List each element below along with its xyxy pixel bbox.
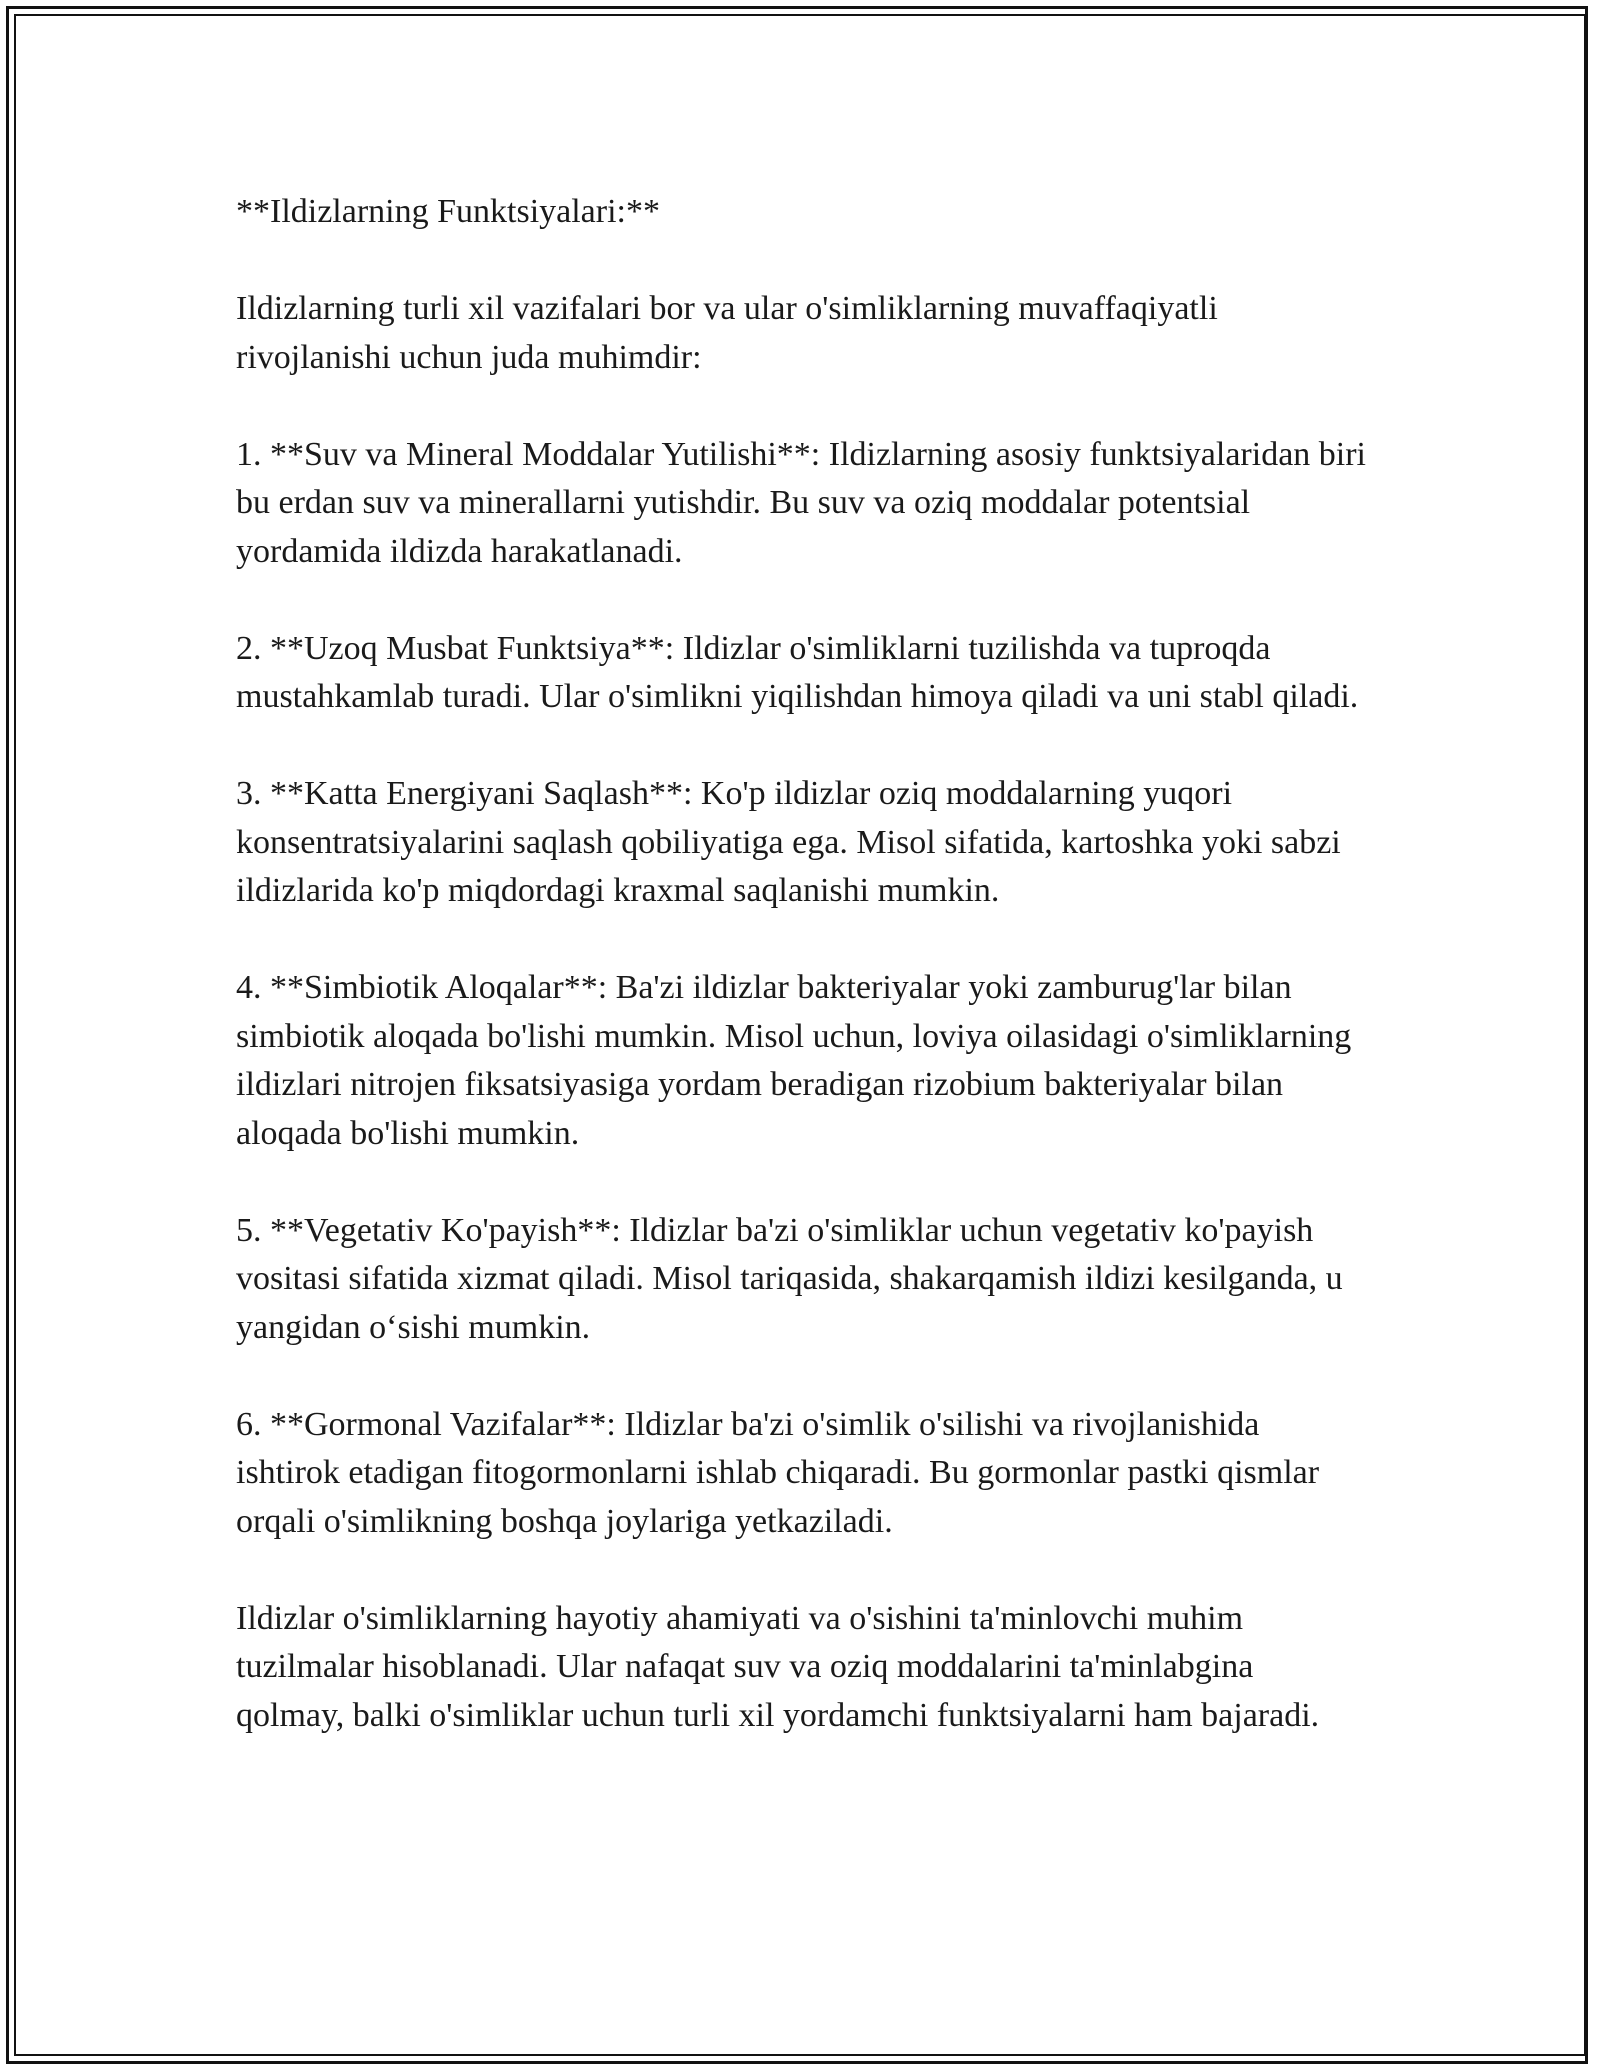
- list-item: 6. **Gormonal Vazifalar**: Ildizlar ba'zi o'simlik o'silishi va rivojlanishida ishtirok etadigan fitogormonlarni ishlab chiqaradi. Bu gormonlar pastki qismlar orqali o'simlikning boshqa joylariga yetkaziladi.: [236, 1405, 1320, 1540]
- list-item: 3. **Katta Energiyani Saqlash**: Ko'p ildizlar oziq moddalarning yuqori konsentratsiyalarini saqlash qobiliyatiga ega. Misol sifatida, kartoshka yoki sabzi ildizlarida ko'p miqdordagi kraxmal saqlanishi mumkin.: [236, 775, 1341, 909]
- document-body: [236, 188, 1366, 1740]
- list-item: 2. **Uzoq Musbat Funktsiya**: Ildizlar o'simliklarni tuzilishda va tuproqda mustahkamlab turadi. Ular o'simlikni yiqilishdan himoya qiladi va uni stabl qiladi.: [236, 629, 1359, 715]
- document-intro: Ildizlarning turli xil vazifalari bor va ular o'simliklarning muvaffaqiyatli rivojlanishi uchun juda muhimdir:: [236, 290, 1218, 376]
- list-item: 1. **Suv va Mineral Moddalar Yutilishi**: Ildizlarning asosiy funktsiyalaridan biri bu erdan suv va minerallarni yutishdir. Bu suv va oziq moddalar potentsial yordamida ildizda harakatlanadi.: [236, 435, 1367, 570]
- list-item: 4. **Simbiotik Aloqalar**: Ba'zi ildizlar bakteriyalar yoki zamburug'lar bilan simbiotik aloqada bo'lishi mumkin. Misol uchun, loviya oilasidagi o'simliklarning ildizlari nitrojen fiksatsiyasiga yordam beradigan rizobium bakteriyalar bilan aloqada bo'lishi mumkin.: [236, 969, 1352, 1152]
- document-conclusion: Ildizlar o'simliklarning hayotiy ahamiyati va o'sishini ta'minlovchi muhim tuzilmalar hisoblanadi. Ular nafaqat suv va oziq moddalarini ta'minlabgina qolmay, balki o'simliklar uchun turli xil yordamchi funktsiyalarni ham bajaradi.: [236, 1599, 1320, 1734]
- list-item: 5. **Vegetativ Ko'payish**: Ildizlar ba'zi o'simliklar uchun vegetativ ko'payish vositasi sifatida xizmat qiladi. Misol tariqasida, shakarqamish ildizi kesilganda, u yangidan o‘sishi mumkin.: [236, 1211, 1343, 1346]
- document-heading: **Ildizlarning Funktsiyalari:**: [236, 193, 660, 230]
